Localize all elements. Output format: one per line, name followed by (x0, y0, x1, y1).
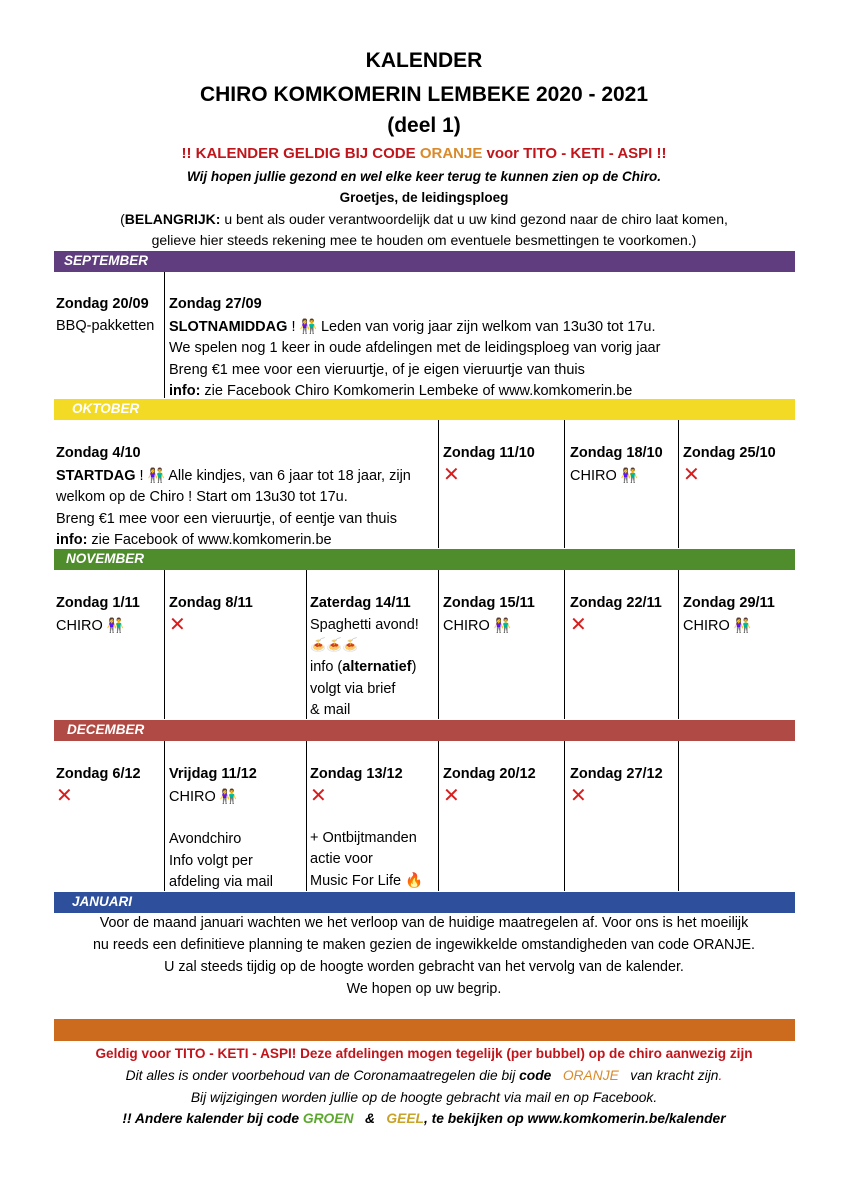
event-text: volgt via brief (310, 680, 396, 697)
footer-geel: GEEL (386, 1111, 424, 1126)
cross-icon: ✕ (443, 784, 460, 807)
date-label: Zondag 27/09 (169, 296, 262, 312)
month-bar-december (54, 720, 795, 741)
date-label: Zondag 22/11 (570, 595, 662, 611)
info-text: ) (411, 659, 417, 675)
event-text: welkom op de Chiro ! Start om 13u30 tot 17u. (56, 489, 348, 505)
divider (438, 741, 439, 891)
spaghetti-icon: 🍝🍝🍝 (310, 637, 359, 652)
event-text: + Ontbijtmanden (310, 829, 417, 846)
date-label: Vrijdag 11/12 (169, 766, 257, 782)
divider (164, 272, 165, 398)
footer-dot: . (718, 1068, 723, 1083)
footer-groen: GROEN (302, 1111, 354, 1126)
validity-post: voor TITO - KETI - ASPI !! (482, 145, 667, 162)
event-text: BBQ-pakketten (56, 317, 155, 334)
info-bold: alternatief (342, 659, 412, 675)
event-title: STARTDAG (56, 467, 136, 484)
date-label: Zondag 25/10 (683, 445, 776, 461)
month-label-januari: JANUARI (72, 894, 133, 909)
greeting-text: Groetjes, de leidingsploeg (339, 190, 509, 205)
divider (306, 741, 307, 891)
info-text: zie Facebook of www.komkomerin.be (87, 532, 332, 548)
validity-pre: !! KALENDER GELDIG BIJ CODE (181, 145, 420, 162)
date-label: Zondag 29/11 (683, 595, 775, 611)
info-label: info: (56, 532, 88, 548)
footer-code: code (519, 1068, 552, 1083)
info-text: zie Facebook Chiro Komkomerin Lembeke of www.komkomerin.be (200, 383, 633, 399)
cross-icon: ✕ (570, 613, 587, 636)
event-text: Info volgt per (169, 852, 253, 869)
event-text: afdeling via mail (169, 874, 273, 890)
dec-day-1 (56, 764, 141, 806)
event-text: Leden van vorig jaar zijn welkom van 13u30 tot 17u. (316, 318, 656, 335)
people-icon: 👫 (219, 787, 238, 804)
divider (564, 570, 565, 719)
event-excl: ! (287, 318, 300, 335)
event-text: Spaghetti avond! (310, 616, 419, 633)
okt-day-1 (56, 443, 411, 552)
people-icon: 👫 (620, 466, 639, 483)
footer-line4 (0, 1108, 848, 1130)
cross-icon: ✕ (683, 463, 700, 486)
event-text: CHIRO (56, 617, 103, 634)
nov-day-5 (570, 593, 662, 635)
fire-icon: 🔥 (405, 872, 424, 889)
divider (678, 741, 679, 891)
date-label: Zondag 13/12 (310, 766, 403, 782)
divider (306, 570, 307, 719)
sep-day-2 (169, 294, 660, 403)
validity-code: ORANJE (419, 145, 483, 162)
date-label: Zaterdag 14/11 (310, 595, 411, 611)
month-label-september: SEPTEMBER (64, 253, 149, 268)
validity-banner (0, 143, 848, 164)
month-label-oktober: OKTOBER (72, 401, 140, 416)
nov-day-4 (443, 593, 535, 637)
divider (678, 420, 679, 548)
divider (438, 570, 439, 719)
dec-day-5 (570, 764, 663, 806)
divider (564, 420, 565, 548)
date-label: Zondag 20/09 (56, 296, 149, 312)
footer-bar (54, 1019, 795, 1041)
people-icon: 👫 (299, 317, 317, 334)
date-label: Zondag 11/10 (443, 445, 535, 461)
cross-icon: ✕ (56, 784, 73, 807)
okt-day-2 (443, 443, 535, 485)
footer-line2 (0, 1065, 848, 1087)
people-icon: 👫 (106, 616, 125, 633)
divider (164, 570, 165, 719)
footer-text: van kracht zijn (630, 1068, 719, 1083)
footer-text: , te bekijken op www.komkomerin.be/kalender (424, 1111, 726, 1126)
januari-text-line2: nu reeds een definitieve planning te maken gezien de ingewikkelde omstandigheden van code ORANJE. (92, 937, 756, 953)
date-label: Zondag 27/12 (570, 766, 663, 782)
date-label: Zondag 8/11 (169, 595, 253, 611)
event-text: CHIRO (683, 617, 730, 634)
nov-day-1 (56, 593, 140, 637)
date-label: Zondag 20/12 (443, 766, 536, 782)
event-text: Breng €1 mee voor een vieruurtje, of eentje van thuis (56, 510, 397, 527)
event-text: CHIRO (570, 467, 617, 484)
info-line (310, 657, 419, 679)
footer-text: !! Andere kalender bij code (122, 1111, 303, 1126)
page-title: KALENDER (365, 49, 483, 72)
dec-day-3 (310, 764, 423, 892)
divider (678, 570, 679, 719)
nov-day-2 (169, 593, 253, 635)
month-bar-september (54, 251, 795, 272)
event-text: Avondchiro (169, 831, 242, 847)
event-title: SLOTNAMIDDAG (169, 318, 288, 335)
okt-day-4 (683, 443, 776, 485)
page-subtitle: CHIRO KOMKOMERIN LEMBEKE 2020 - 2021 (199, 83, 649, 106)
divider (164, 741, 165, 891)
event-text: Breng €1 mee voor een vieruurtje, of je eigen vieruurtje van thuis (169, 361, 585, 378)
date-label: Zondag 6/12 (56, 766, 141, 782)
footer-oranje: ORANJE (562, 1068, 619, 1083)
event-text: CHIRO (169, 788, 216, 805)
wish-text: Wij hopen jullie gezond en wel elke keer terug te kunnen zien op de Chiro. (187, 169, 661, 184)
januari-text-line4: We hopen op uw begrip. (346, 981, 502, 997)
cross-icon: ✕ (169, 613, 186, 636)
month-label-november: NOVEMBER (66, 551, 145, 566)
important-note-line2: gelieve hier steeds rekening mee te houden om eventuele besmettingen te voorkomen.) (151, 232, 697, 248)
page-part: (deel 1) (387, 114, 461, 137)
event-text: Music For Life (310, 872, 402, 889)
people-icon: 👫 (733, 616, 752, 633)
event-excl: ! (135, 467, 148, 484)
event-text: CHIRO (443, 617, 490, 634)
people-icon: 👫 (493, 616, 512, 633)
month-bar-januari (54, 892, 795, 913)
important-text1: u bent als ouder verantwoordelijk dat u uw kind gezond naar de chiro laat komen, (220, 211, 728, 227)
divider (564, 741, 565, 891)
important-note-line1: (BELANGRIJK: u bent als ouder verantwoordelijk dat u uw kind gezond naar de chiro laat komen, (120, 211, 728, 227)
divider (438, 420, 439, 548)
footer-line3: Bij wijzigingen worden jullie op de hoogte gebracht via mail en op Facebook. (190, 1090, 658, 1105)
info-label: info: (169, 383, 201, 399)
month-label-december: DECEMBER (67, 722, 145, 737)
nov-day-6 (683, 593, 775, 637)
month-bar-oktober (54, 399, 795, 420)
info-text: info ( (310, 659, 343, 675)
footer-text: Dit alles is onder voorbehoud van de Coronamaatregelen die bij (125, 1068, 520, 1083)
footer-line1: Geldig voor TITO - KETI - ASPI! Deze afdelingen mogen tegelijk (per bubbel) op de chiro aanwezig zijn (95, 1046, 753, 1061)
cross-icon: ✕ (310, 784, 327, 807)
date-label: Zondag 1/11 (56, 595, 140, 611)
people-icon: 👫 (147, 466, 166, 483)
event-text: We spelen nog 1 keer in oude afdelingen met de leidingsploeg van vorig jaar (169, 340, 661, 356)
date-label: Zondag 18/10 (570, 445, 663, 461)
cross-icon: ✕ (570, 784, 587, 807)
event-text: & mail (310, 702, 351, 718)
cross-icon: ✕ (443, 463, 460, 486)
dec-day-4 (443, 764, 536, 806)
event-text: actie voor (310, 851, 373, 867)
januari-text-line3: U zal steeds tijdig op de hoogte worden gebracht van het vervolg van de kalender. (164, 959, 684, 975)
date-label: Zondag 4/10 (56, 445, 141, 461)
important-label: BELANGRIJK: (124, 211, 221, 227)
januari-text-line1: Voor de maand januari wachten we het verloop van de huidige maatregelen af. Voor ons is het moeilijk (99, 915, 749, 931)
nov-day-3 (310, 593, 419, 722)
date-label: Zondag 15/11 (443, 595, 535, 611)
footer-amp: & (364, 1111, 375, 1126)
okt-day-3 (570, 443, 663, 487)
month-bar-november (54, 549, 795, 570)
event-text: Alle kindjes, van 6 jaar tot 18 jaar, zijn (165, 467, 411, 484)
dec-day-2 (169, 764, 273, 894)
sep-day-1 (56, 294, 154, 337)
